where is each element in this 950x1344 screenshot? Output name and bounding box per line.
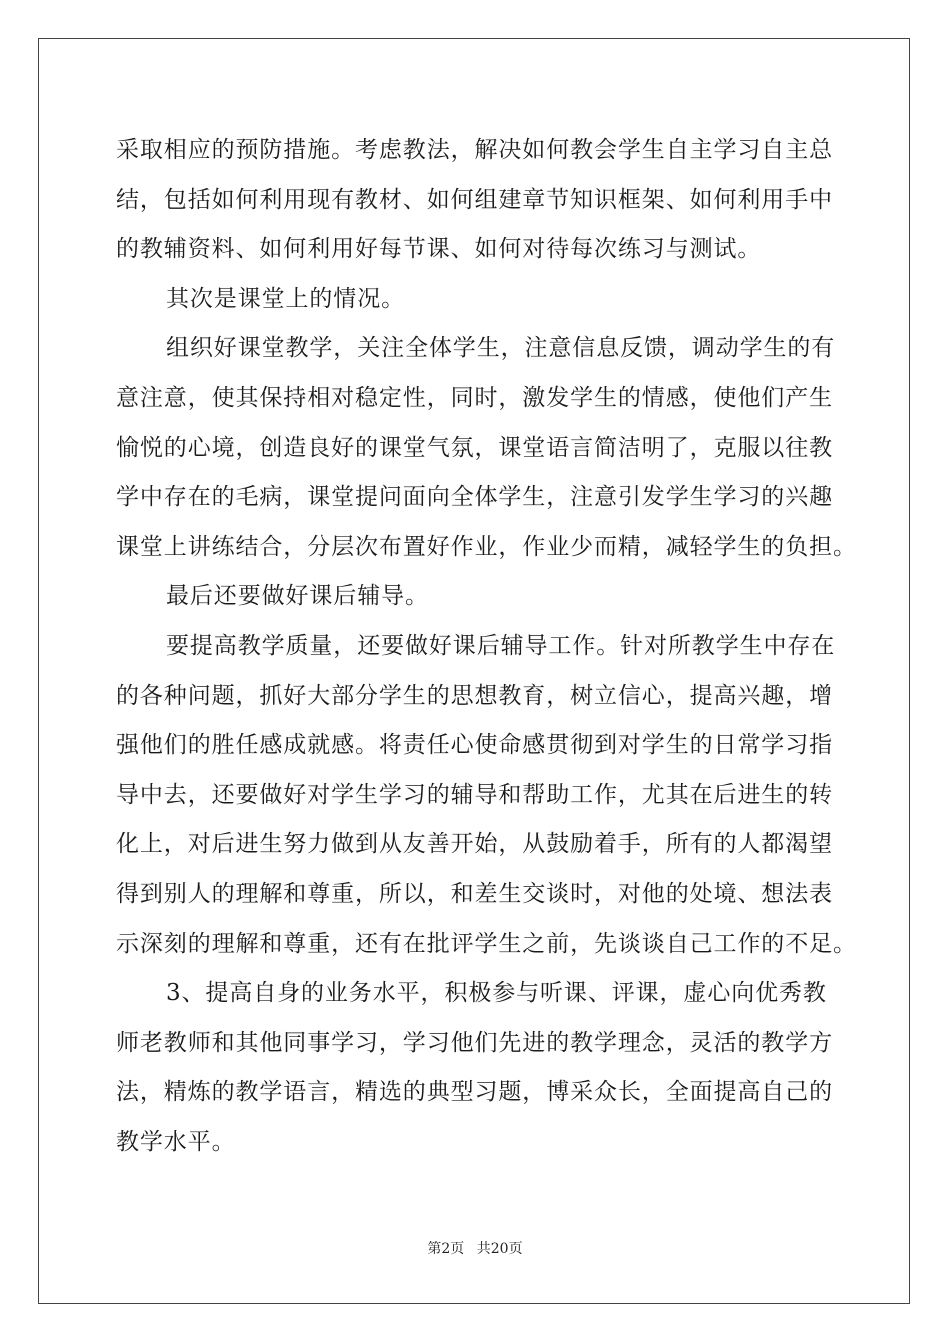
text-line: 的教辅资料、如何利用好每节课、如何对待每次练习与测试。 bbox=[116, 236, 762, 263]
text-line: 要提高教学质量，还要做好课后辅导工作。针对所教学生中存在 bbox=[166, 632, 836, 659]
text-line: 组织好课堂教学，关注全体学生，注意信息反馈，调动学生的有 bbox=[166, 335, 836, 362]
text-line: 学中存在的毛病，课堂提问面向全体学生，注意引发学生学习的兴趣 bbox=[116, 484, 833, 511]
document-body bbox=[116, 126, 857, 1167]
text-line: 得到别人的理解和尊重，所以，和差生交谈时，对他的处境、想法表 bbox=[116, 880, 833, 907]
text-line: 的各种问题，抓好大部分学生的思想教育，树立信心，提高兴趣，增 bbox=[116, 682, 833, 709]
text-line: 愉悦的心境，创造良好的课堂气氛，课堂语言简洁明了，克服以往教 bbox=[116, 434, 833, 461]
text-line: 最后还要做好课后辅导。 bbox=[166, 583, 429, 610]
text-line: 化上，对后进生努力做到从友善开始，从鼓励着手，所有的人都渴望 bbox=[116, 831, 833, 858]
text-line: 3、提高自身的业务水平，积极参与听课、评课，虚心向优秀教 bbox=[166, 980, 827, 1007]
text-line: 意注意，使其保持相对稳定性，同时，激发学生的情感，使他们产生 bbox=[116, 384, 833, 411]
text-line: 采取相应的预防措施。考虑教法，解决如何教会学生自主学习自主总 bbox=[116, 137, 833, 163]
page-footer bbox=[0, 1238, 950, 1258]
text-line: 师老教师和其他同事学习，学习他们先进的教学理念，灵活的教学方 bbox=[116, 1029, 833, 1056]
text-line: 其次是课堂上的情况。 bbox=[166, 285, 405, 312]
text-line: 示深刻的理解和尊重，还有在批评学生之前，先谈谈自己工作的不足。 bbox=[116, 930, 857, 957]
page-number: 第2页 bbox=[427, 1241, 465, 1257]
text-line: 强他们的胜任感成就感。将责任心使命感贯彻到对学生的日常学习指 bbox=[116, 732, 833, 759]
text-line: 教学水平。 bbox=[116, 1128, 236, 1155]
text-line: 导中去，还要做好对学生学习的辅导和帮助工作，尤其在后进生的转 bbox=[116, 781, 833, 808]
page-total: 共20页 bbox=[476, 1241, 523, 1257]
text-line: 法，精炼的教学语言，精选的典型习题，博采众长，全面提高自己的 bbox=[116, 1079, 833, 1106]
text-line: 结，包括如何利用现有教材、如何组建章节知识框架、如何利用手中 bbox=[116, 186, 833, 213]
text-line: 课堂上讲练结合，分层次布置好作业，作业少而精，减轻学生的负担。 bbox=[116, 533, 857, 560]
